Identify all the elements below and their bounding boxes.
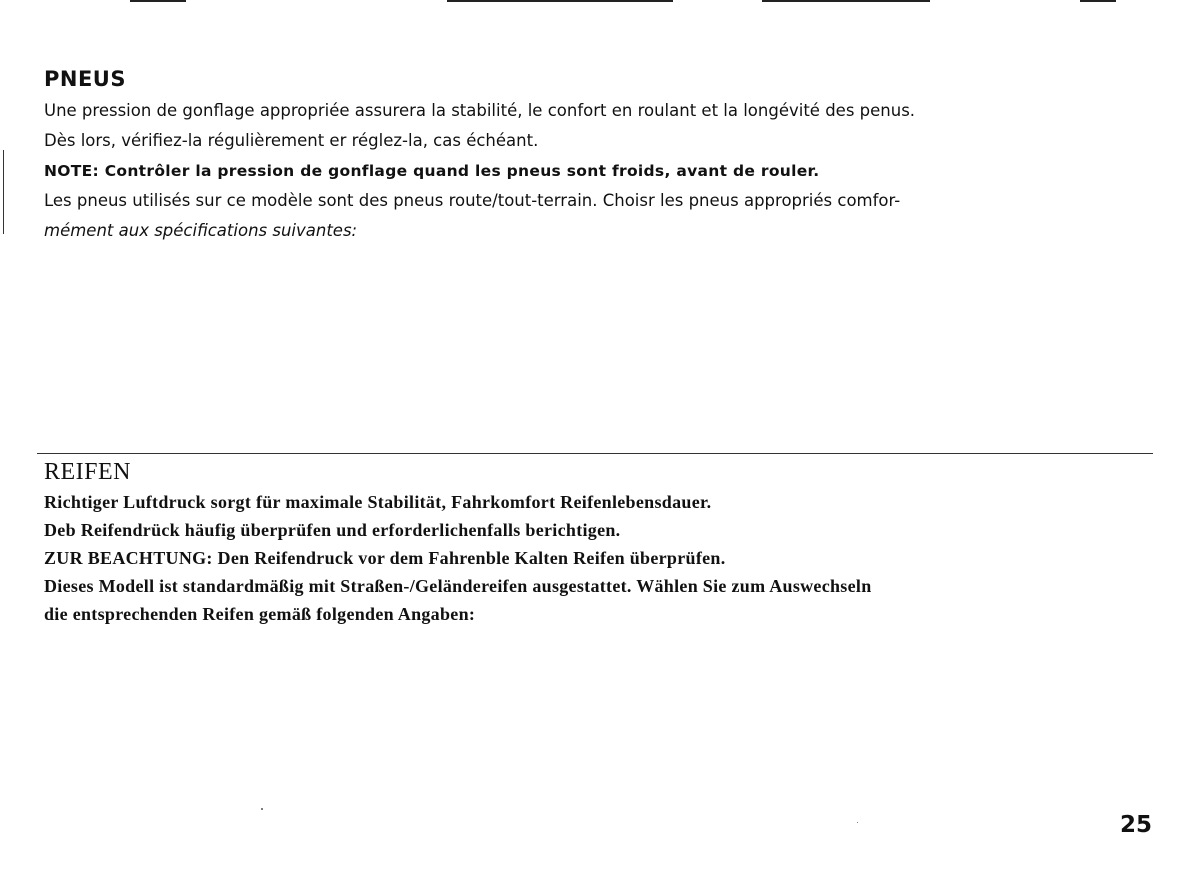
fr-line-5: mément aux spécifications suivantes:	[44, 221, 358, 240]
fr-line-2: Dès lors, vérifiez-la régulièrement er réglez-la, cas échéant.	[44, 131, 539, 150]
scan-speck-1	[261, 808, 263, 810]
de-line-5: die entsprechenden Reifen gemäß folgenden Angaben:	[44, 604, 476, 624]
section-french	[44, 66, 1164, 246]
page-number: 25	[1119, 812, 1152, 838]
section-german	[44, 458, 1164, 628]
de-line-1: Richtiger Luftdruck sorgt für maximale Stabilität, Fahrkomfort Reifenlebensdauer.	[44, 492, 712, 512]
section-divider	[37, 453, 1153, 454]
fr-line-1: Une pression de gonflage appropriée assurera la stabilité, le confort en roulant et la longévité des penus.	[44, 101, 916, 120]
top-rule-1	[130, 0, 186, 2]
fr-line-4: Les pneus utilisés sur ce modèle sont des pneus route/tout-terrain. Choisr les pneus appropriés comfor-	[44, 191, 901, 210]
de-line-3: ZUR BEACHTUNG: Den Reifendruck vor dem Fahrenble Kalten Reifen überprüfen.	[44, 548, 726, 568]
top-rule-4	[1080, 0, 1116, 2]
de-line-4: Dieses Modell ist standardmäßig mit Straßen-/Geländereifen ausgestattet. Wählen Sie zum Auswechseln	[44, 576, 872, 596]
top-rule-2	[447, 0, 673, 2]
heading-pneus: PNEUS	[44, 67, 126, 91]
scan-speck-2	[857, 822, 858, 823]
heading-reifen: REIFEN	[44, 459, 131, 485]
margin-mark	[3, 150, 4, 234]
fr-note: NOTE: Contrôler la pression de gonflage quand les pneus sont froids, avant de rouler.	[44, 162, 820, 180]
top-rule-3	[762, 0, 930, 2]
de-line-2: Deb Reifendrück häufig überprüfen und erforderlichenfalls berichtigen.	[44, 520, 621, 540]
